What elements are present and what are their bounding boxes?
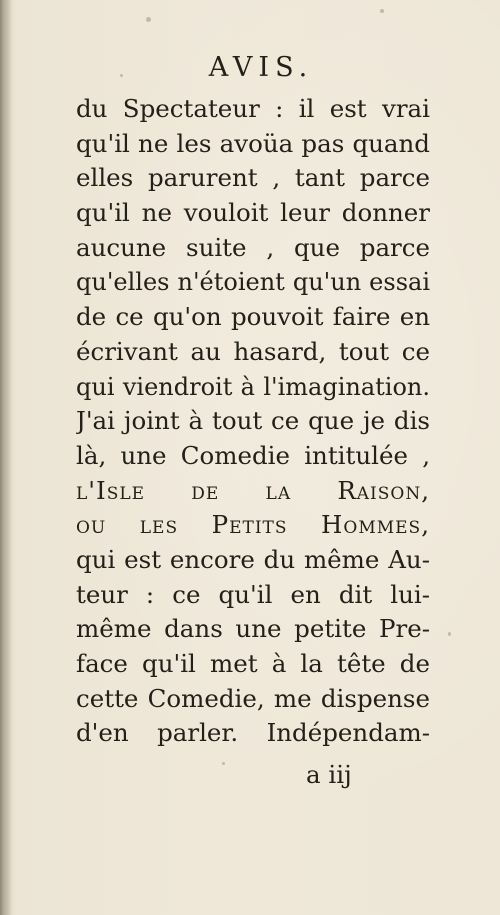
text-line: face qu'il met à la tête de (76, 649, 430, 678)
text-line: du Spectateur : il est vrai (76, 94, 430, 123)
text-line: cette Comedie, me dispense (76, 683, 430, 713)
paper-speck (146, 17, 151, 22)
text-line: qui viendroit à l'imagination. (76, 372, 430, 401)
text-line: qui est encore du même Au- (76, 544, 430, 574)
signature-mark: a iij (306, 760, 352, 789)
paper-speck (222, 762, 225, 765)
text-line: elles parurent , tant parce (76, 163, 430, 193)
text-line: là, une Comedie intitulée , (76, 440, 430, 470)
text-line: teur : ce qu'il en dit lui- (76, 579, 430, 609)
text-line: écrivant au hasard, tout ce (76, 336, 430, 366)
text-line: qu'il ne vouloit leur donner (76, 198, 430, 228)
text-line: aucune suite , que parce (76, 232, 430, 262)
body-text (76, 92, 430, 751)
page-header: AVIS. (208, 52, 314, 83)
text-line: qu'il ne les avoüa pas quand (76, 128, 430, 158)
text-line: même dans une petite Pre- (76, 614, 430, 644)
text-line: l'Isle de la Raison, (76, 475, 430, 505)
paper-speck (380, 9, 384, 13)
text-line: J'ai joint à tout ce que je dis (76, 406, 430, 436)
text-line: qu'elles n'étoient qu'un essai (76, 268, 430, 297)
text-line: ou les Petits Hommes, (76, 510, 430, 540)
text-line: de ce qu'on pouvoit faire en (76, 302, 430, 332)
text-line: d'en parler. Indépendam- (76, 718, 430, 748)
page-gutter-shadow (0, 0, 12, 915)
paper-speck (448, 632, 451, 636)
